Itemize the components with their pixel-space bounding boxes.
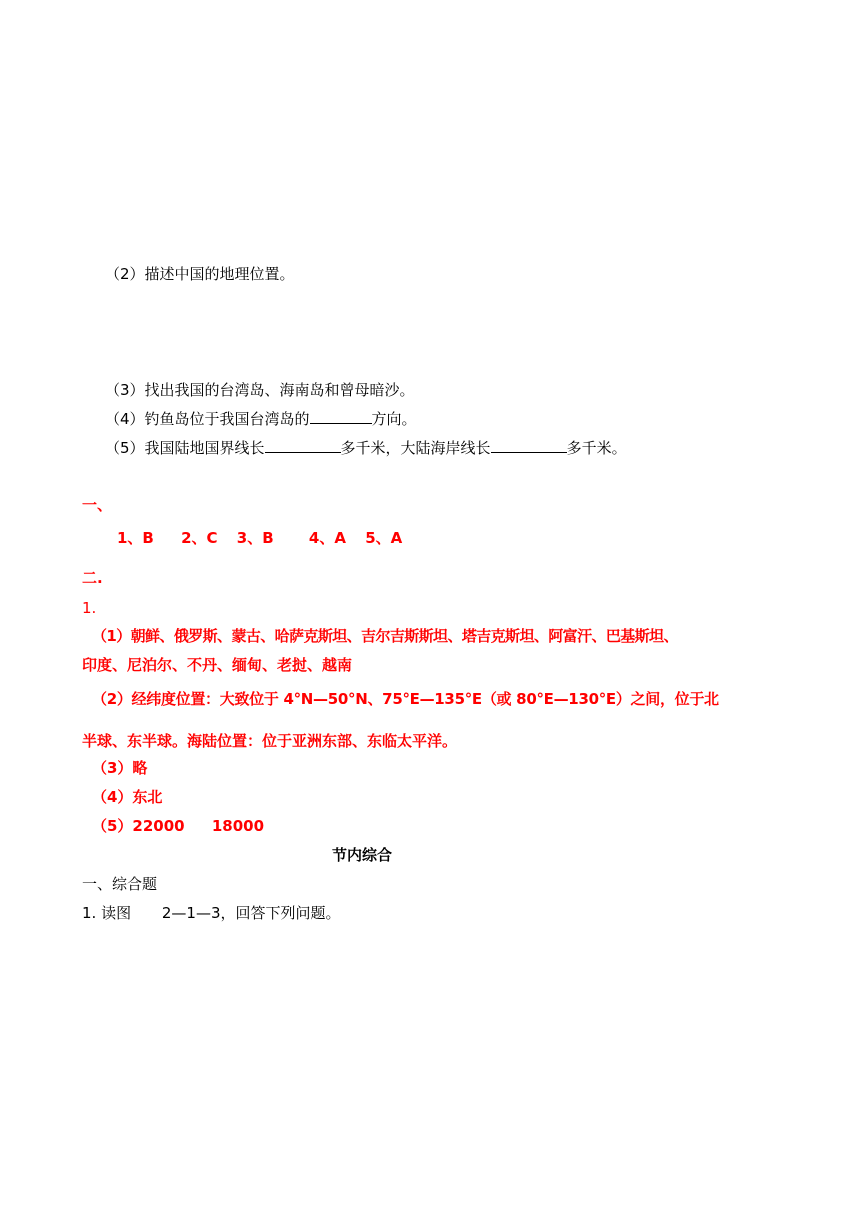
answer-2-line-1: （2）经纬度位置：大致位于 4°N—50°N、75°E—135°E（或 80°E—130°E）之间，位于北: [92, 690, 719, 708]
question-4: [105, 409, 417, 429]
answer-item-4: 4、A: [308, 529, 346, 547]
section-question-1-text: 1. 读图: [82, 904, 132, 922]
question-5-blank-2: [491, 438, 567, 453]
question-5-suffix: 多千米。: [566, 439, 627, 457]
answer-item-5: 5、A: [365, 529, 403, 547]
answer-section-1-items: [117, 528, 402, 548]
answer-5-first: （5）22000: [92, 817, 185, 835]
section-title: 节内综合: [332, 846, 393, 864]
question-3: （3）找出我国的台湾岛、海南岛和曾母暗沙。: [105, 381, 415, 399]
answer-1-line-2: 印度、尼泊尔、不丹、缅甸、老挝、越南: [82, 656, 353, 674]
question-5-middle: 多千米，大陆海岸线长: [340, 439, 491, 457]
answer-4: （4）东北: [92, 788, 163, 806]
answer-item-3: 3、B: [236, 529, 274, 547]
question-2: （2）描述中国的地理位置。: [105, 265, 295, 283]
answer-item-1: 1、B: [117, 529, 154, 547]
answer-3: （3）略: [92, 759, 148, 777]
question-4-blank: [310, 409, 372, 424]
section-question-1-figure: 2—1—3，回答下列问题。: [161, 904, 341, 922]
question-5-blank-1: [265, 438, 341, 453]
answer-section-1-heading: 一、: [82, 496, 113, 514]
answer-5-second: 18000: [211, 817, 265, 835]
answer-section-2-heading: 二.: [82, 569, 103, 587]
question-4-text: （4）钓鱼岛位于我国台湾岛的: [105, 410, 310, 428]
answer-1-line-1: （1）朝鲜、俄罗斯、蒙古、哈萨克斯坦、吉尔吉斯斯坦、塔吉克斯坦、阿富汗、巴基斯坦、: [92, 627, 678, 645]
answer-2-line-2: 半球、东半球。海陆位置：位于亚洲东部、东临太平洋。: [82, 732, 458, 750]
section-heading: 一、综合题: [82, 875, 158, 893]
question-5: [105, 438, 627, 458]
question-5-text: （5）我国陆地国界线长: [105, 439, 265, 457]
answer-question-1-number: 1.: [82, 599, 97, 617]
question-4-suffix: 方向。: [371, 410, 417, 428]
section-question-1: [82, 903, 341, 923]
answer-item-2: 2、C: [181, 529, 218, 547]
answer-5: [92, 816, 264, 836]
